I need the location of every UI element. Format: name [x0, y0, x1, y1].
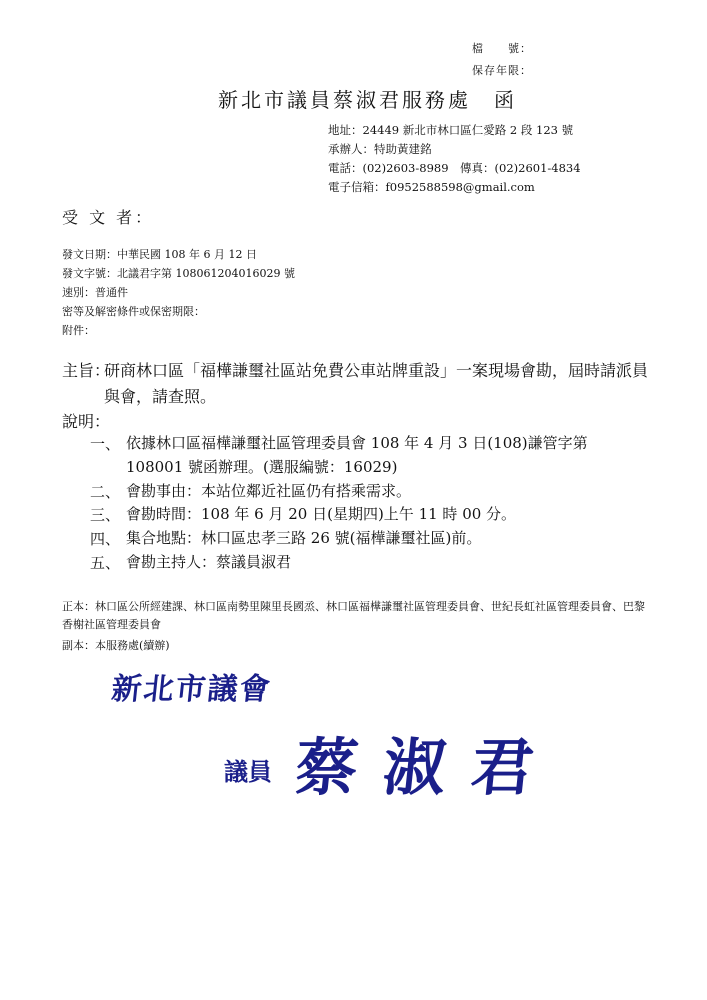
- doc-speed: 速別：普通件: [62, 286, 128, 299]
- explanation-item-num: 四、: [90, 530, 121, 548]
- document-title: 新北市議員蔡淑君服務處 函: [218, 88, 517, 112]
- contact-email: 電子信箱：f0952588598@gmail.com: [328, 180, 535, 194]
- doc-attachment: 附件：: [62, 324, 95, 337]
- doc-number: 發文字號：北議君字第 108061204016029 號: [62, 267, 295, 280]
- explanation-item-text: 集合地點：林口區忠孝三路 26 號(福樺謙璽社區)前。: [126, 529, 482, 547]
- distribution-primary: 正本：林口區公所經建課、林口區南勢里陳里長國烝、林口區福樺謙璽社區管理委員會、世紀長虹社區管理委員會、巴黎香榭社區管理委員會: [62, 600, 645, 631]
- contact-handler: 承辦人：特助黃建銘: [328, 142, 432, 156]
- retention-period-label: 保存年限：: [472, 64, 532, 77]
- doc-confidentiality: 密等及解密條件或保密期限：: [62, 305, 205, 318]
- explanation-item-num: 二、: [90, 483, 121, 501]
- explanation-item-text: 會勘時間：108 年 6 月 20 日(星期四)上午 11 時 00 分。: [126, 505, 517, 523]
- council-stamp: 新北市議會: [109, 672, 274, 707]
- subject-text: 研商林口區「福樺謙璽社區站免費公車站牌重設」一案現場會勘，屆時請派員與會，請查照。: [104, 361, 649, 406]
- councilor-title-stamp: 議員: [224, 758, 272, 786]
- distribution-copy: 副本：本服務處(續辦): [62, 639, 170, 652]
- contact-address: 地址：24449 新北市林口區仁愛路 2 段 123 號: [328, 123, 574, 137]
- explanation-item-num: 三、: [90, 506, 121, 524]
- explanation-item-text: 會勘主持人：蔡議員淑君: [126, 553, 292, 571]
- explanation-item-text: 依據林口區福樺謙璽社區管理委員會 108 年 4 月 3 日(108)謙管字第 108001 號函辦理。(選服編號：16029): [126, 434, 588, 476]
- explanation-item-text: 會勘事由：本站位鄰近社區仍有搭乘需求。: [126, 482, 412, 500]
- explanation-item-num: 五、: [90, 554, 121, 572]
- explanation-item-num: 一、: [90, 435, 121, 453]
- contact-phone-fax: 電話：(02)2603-8989 傳真：(02)2601-4834: [328, 161, 581, 175]
- explanation-label: 說明：: [62, 412, 111, 431]
- recipient-label: 受 文 者：: [62, 208, 155, 227]
- file-number-label: 檔 號：: [472, 42, 532, 55]
- councilor-name-stamp: 蔡淑君: [291, 731, 564, 804]
- subject-label: 主旨：: [62, 361, 111, 380]
- doc-date: 發文日期：中華民國 108 年 6 月 12 日: [62, 248, 257, 261]
